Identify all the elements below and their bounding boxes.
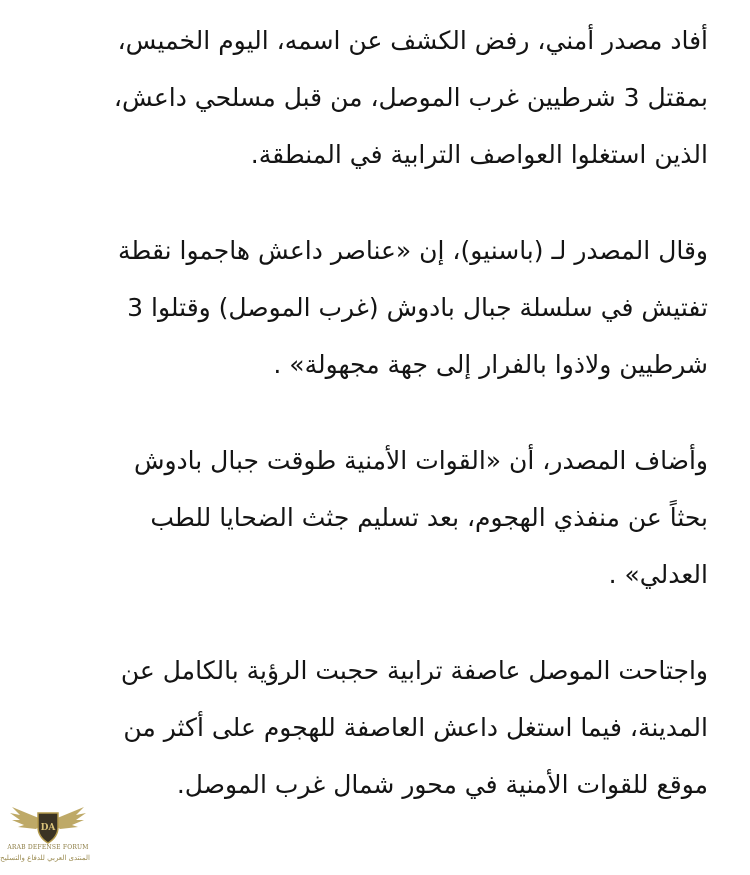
paragraph-line: وقال المصدر لـ (باسنيو)، إن «عناصر داعش هاجموا نقطة — [118, 236, 708, 265]
paragraph-line: الذين استغلوا العواصف الترابية في المنطقة. — [250, 140, 708, 169]
paragraph-line: العدلي» . — [608, 560, 708, 589]
paragraph-line: واجتاحت الموصل عاصفة ترابية حجبت الرؤية بالكامل عن — [120, 656, 708, 685]
article-paragraph — [28, 222, 708, 393]
forum-watermark-logo — [0, 805, 90, 867]
paragraph-line: تفتيش في سلسلة جبال بادوش (غرب الموصل) وقتلوا 3 — [127, 293, 708, 322]
article-paragraph — [28, 12, 708, 183]
paragraph-line: وأضاف المصدر، أن «القوات الأمنية طوقت جبال بادوش — [133, 446, 708, 475]
paragraph-line: أفاد مصدر أمني، رفض الكشف عن اسمه، اليوم الخميس، — [117, 26, 708, 55]
article-paragraph — [28, 432, 708, 603]
paragraph-line: شرطيين ولاذوا بالفرار إلى جهة مجهولة» . — [273, 350, 708, 379]
watermark-name-ar: المنتدى العربي للدفاع والتسليح — [0, 854, 90, 862]
paragraph-line: موقع للقوات الأمنية في محور شمال غرب الموصل. — [176, 770, 708, 799]
watermark-name-en: ARAB DEFENSE FORUM — [7, 844, 89, 851]
paragraph-line: بحثاً عن منفذي الهجوم، بعد تسليم جثث الضحايا للطب — [150, 503, 708, 532]
article-body — [28, 12, 708, 852]
paragraph-line: المدينة، فيما استغل داعش العاصفة للهجوم على أكثر من — [123, 713, 708, 742]
paragraph-line: بمقتل 3 شرطيين غرب الموصل، من قبل مسلحي داعش، — [113, 83, 708, 112]
article-paragraph — [28, 642, 708, 813]
svg-text:DA: DA — [40, 823, 56, 833]
winged-shield-logo-icon — [6, 805, 90, 845]
